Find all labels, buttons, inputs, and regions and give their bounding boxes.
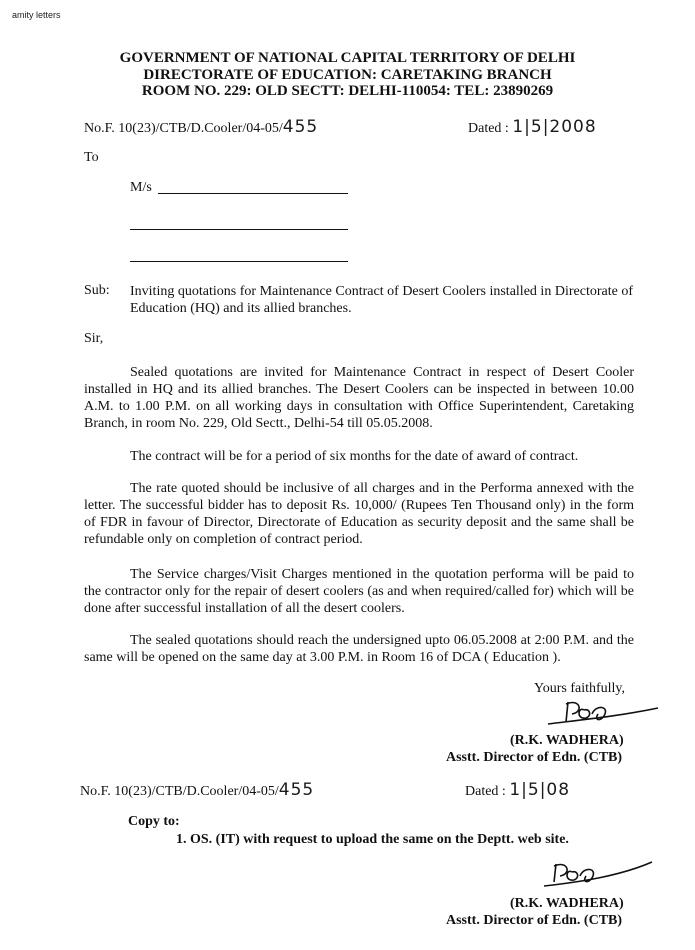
salutation: Sir, bbox=[84, 331, 104, 346]
address-line-2 bbox=[130, 229, 348, 230]
subject-text: Inviting quotations for Maintenance Contract of Desert Coolers installed in Directorate of Education (HQ) and its allied branches. bbox=[130, 284, 633, 316]
signatory-2-name: (R.K. WADHERA) bbox=[510, 896, 624, 911]
handwritten-date: 1|5|2008 bbox=[512, 117, 597, 137]
subject-label: Sub: bbox=[84, 283, 110, 298]
address-line-3 bbox=[130, 261, 348, 262]
paragraph-3: The rate quoted should be inclusive of all charges and in the Performa annexed with the letter. The successful bidder has to deposit Rs. 10,000/ (Rupees Ten Thousand only) in the form of FDR in favour of Director, Directorate of Education as security deposit and the same shall be refundable only on completion of contract period. bbox=[84, 481, 634, 547]
to-label: To bbox=[84, 150, 99, 165]
header-line-3: ROOM NO. 229: OLD SECTT: DELHI-110054: TEL: 23890269 bbox=[141, 83, 554, 99]
reference-number: No.F. 10(23)/CTB/D.Cooler/04-05/455 bbox=[84, 117, 319, 137]
header-line-2: DIRECTORATE OF EDUCATION: CARETAKING BRANCH bbox=[143, 67, 552, 83]
signatory-name: (R.K. WADHERA) bbox=[510, 733, 624, 748]
copy-reference-number: No.F. 10(23)/CTB/D.Cooler/04-05/455 bbox=[80, 780, 315, 800]
copy-to-label: Copy to: bbox=[128, 814, 180, 829]
paragraph-5: The sealed quotations should reach the undersigned upto 06.05.2008 at 2:00 P.M. and the same will be opened on the same day at 3.00 P.M. in Room 16 of DCA ( Education ). bbox=[84, 633, 634, 665]
copy-to-item-1: 1. OS. (IT) with request to upload the same on the Deptt. web site. bbox=[176, 832, 569, 847]
signatory-2-title: Asstt. Director of Edn. (CTB) bbox=[446, 913, 623, 928]
address-line-1 bbox=[158, 193, 348, 194]
reference-date: Dated : 1|5|2008 bbox=[468, 117, 597, 137]
signature-2 bbox=[540, 850, 660, 890]
ms-label: M/s bbox=[130, 180, 152, 195]
signatory-title: Asstt. Director of Edn. (CTB) bbox=[446, 750, 623, 765]
paragraph-2: The contract will be for a period of six months for the date of award of contract. bbox=[130, 449, 579, 464]
handwritten-date-2: 1|5|08 bbox=[509, 780, 571, 800]
header-line-1: GOVERNMENT OF NATIONAL CAPITAL TERRITORY OF DELHI bbox=[119, 50, 576, 66]
corner-tag: amity letters bbox=[12, 10, 61, 20]
copy-reference-date: Dated : 1|5|08 bbox=[465, 780, 571, 800]
signature-1 bbox=[540, 690, 660, 730]
handwritten-number: 455 bbox=[282, 117, 319, 137]
paragraph-4: The Service charges/Visit Charges mentioned in the quotation performa will be paid to the contractor only for the repair of desert coolers (as and when required/called for) which will be done after successful installation of all the desert coolers. bbox=[84, 567, 634, 616]
paragraph-1: Sealed quotations are invited for Maintenance Contract in respect of Desert Cooler installed in HQ and its allied branches. The Desert Coolers can be inspected in between 10.00 A.M. to 1.00 P.M. on all working days in consultation with Office Superintendent, Caretaking Branch, in room No. 229, Old Sectt., Delhi-54 till 05.05.2008. bbox=[84, 365, 634, 431]
handwritten-number-2: 455 bbox=[278, 780, 315, 800]
closing: Yours faithfully, bbox=[534, 681, 626, 696]
